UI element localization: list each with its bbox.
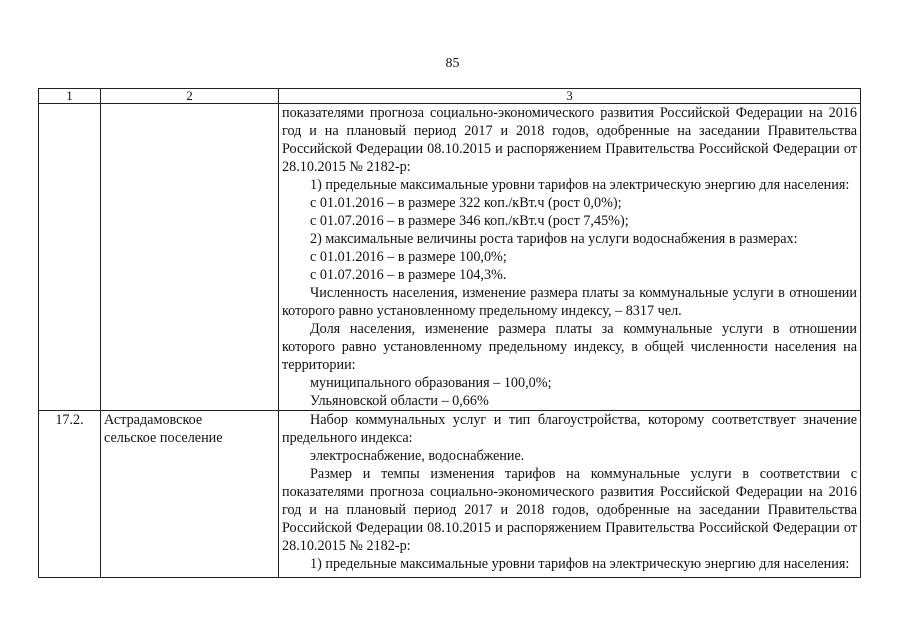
paragraph: показателями прогноза социально-экономического развития Российской Федерации на 2016 год и на плановый период 2017 и 2018 годов, одобренные на заседании Правительства Российской Федерации 08.10.2015 и распоряжением Правительства Российской Федерации от 28.10.2015 № 2182-р:: [282, 105, 857, 175]
paragraph: с 01.01.2016 – в размере 100,0%;: [310, 249, 507, 265]
paragraph: Набор коммунальных услуг и тип благоустройства, которому соответствует значение предельного индекса:: [282, 412, 857, 446]
table-header-row: [39, 89, 861, 104]
column-header-2: 2: [101, 89, 279, 104]
row-number-cell: [39, 104, 101, 411]
paragraph: Размер и темпы изменения тарифов на коммунальные услуги в соответствии с показателями прогноза социально-экономического развития Российской Федерации на 2016 год и на плановый период 2017 и 2018 годов, одобренные на заседании Правительства Российской Федерации 08.10.2015 и распоряжением Правительства Российской Федерации от 28.10.2015 № 2182-р:: [282, 466, 857, 554]
paragraph: Доля населения, изменение размера платы за коммунальные услуги в отношении которого равно установленному предельному индексу, в общей численности населения на территории:: [282, 321, 857, 373]
paragraph: с 01.07.2016 – в размере 346 коп./кВт.ч (рост 7,45%);: [310, 213, 629, 229]
paragraph: Ульяновской области – 0,66%: [310, 393, 489, 409]
table-row: [39, 104, 861, 411]
page-number: 85: [445, 56, 460, 71]
settlement-name-line: Астрадамовское: [104, 412, 203, 428]
description-cell: [279, 411, 861, 578]
settlement-name-cell: [101, 104, 279, 411]
row-number-cell: 17.2.: [39, 411, 101, 578]
paragraph: с 01.01.2016 – в размере 322 коп./кВт.ч (рост 0,0%);: [310, 195, 622, 211]
paragraph: 1) предельные максимальные уровни тарифов на электрическую энергию для населения:: [310, 556, 850, 572]
column-header-3: 3: [279, 89, 861, 104]
description-cell: [279, 104, 861, 411]
column-header-1: 1: [39, 89, 101, 104]
paragraph: муниципального образования – 100,0%;: [310, 375, 552, 391]
paragraph: 1) предельные максимальные уровни тарифов на электрическую энергию для населения:: [310, 177, 850, 193]
paragraph: 2) максимальные величины роста тарифов на услуги водоснабжения в размерах:: [310, 231, 798, 247]
paragraph: электроснабжение, водоснабжение.: [310, 448, 525, 464]
paragraph: Численность населения, изменение размера платы за коммунальные услуги в отношении которого равно установленному предельному индексу, – 8317 чел.: [282, 285, 857, 319]
tariff-table: [38, 88, 861, 578]
settlement-name-line: сельское поселение: [104, 430, 223, 446]
paragraph: с 01.07.2016 – в размере 104,3%.: [310, 267, 507, 283]
table-row: [39, 411, 861, 578]
settlement-name-cell: [101, 411, 279, 578]
